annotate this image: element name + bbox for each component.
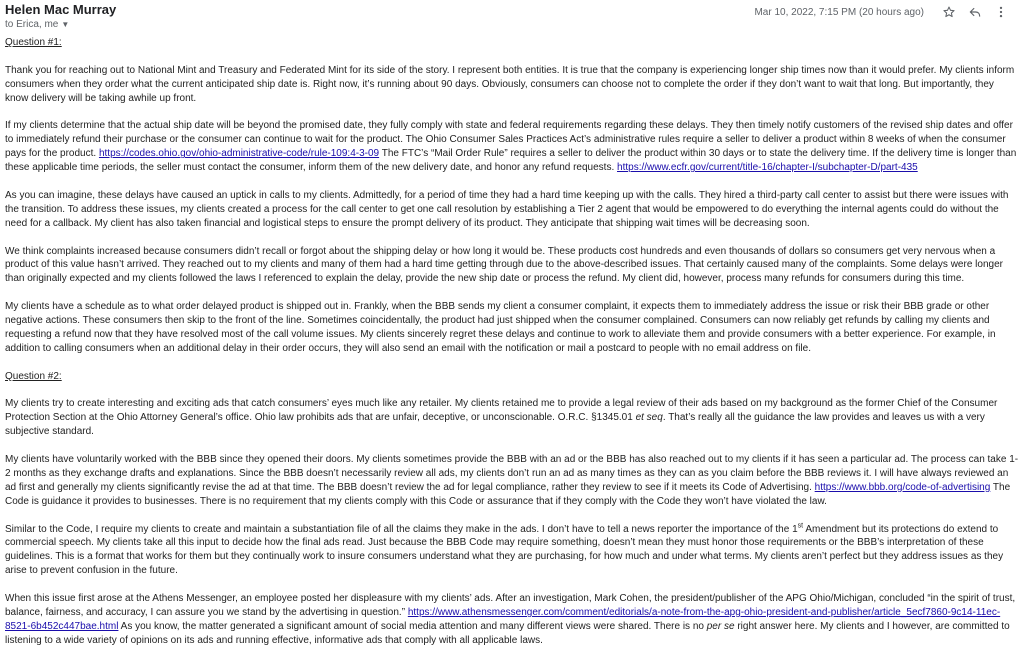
paragraph-8-text-a: Similar to the Code, I require my clients to create and maintain a substantiation file of all the claims they make in the ads. I don’t have to tell a news reporter the importance of the 1	[5, 523, 798, 535]
sender-name[interactable]: Helen Mac Murray	[5, 2, 117, 17]
paragraph-7-text-a: My clients have voluntarily worked with the BBB since they opened their doors. My clients sometimes provide the BBB with an ad or the BBB has also reached out to my clients if it has seen a particular ad. The process can take 1-2 months as they exchange drafts and explanations. Since the BBB doesn’t necessarily review all ads, my clients don’t run an ad as many times as they can as you claim before the BBB reviews it. I will have always reviewed an ad first and generally my clients significantly revise the ad at that time. The BBB doesn’t review the ad for legal compliance, rather they review to see if it meets its Code of Advertising.	[5, 454, 1019, 493]
ohio-code-link[interactable]: https://codes.ohio.gov/ohio-administrative-code/rule-109:4-3-09	[98, 148, 380, 160]
paragraph-6	[5, 397, 1019, 439]
paragraph-8-text-b: Amendment but its protections do extend to commercial speech. My clients take all this input to decide how the final ads read. Just because the BBB Code may require something, doesn’t mean they must honor those requirements or the BBB’s interpretation of these guidelines. This is a format that works for them but they continually work to insure consumers understand what they are purchasing, for how much and under what terms. My clients aren’t perfect but they address issues as they arise to prevent confusion in the future.	[5, 523, 1004, 577]
ecfr-link[interactable]: https://www.ecfr.gov/current/title-16/chapter-I/subchapter-D/part-435	[617, 162, 918, 174]
paragraph-2	[5, 119, 1019, 175]
paragraph-6-text-a: My clients try to create interesting and exciting ads that catch consumers’ eyes much like any retailer. My clients retained me to provide a legal review of their ads based on my background as the former Chief of the Consumer Protection Section at the Ohio Attorney General’s office. Ohio law prohibits ads that are unfair, deceptive, or unconscionable. O.R.C. §1345.01	[5, 398, 998, 424]
athens-messenger-link[interactable]: https://www.athensmessenger.com/comment/editorials/a-note-from-the-apg-ohio-president-and-publisher/article_5ecf7860-9c14-11ec-8521-6b452c447bae.html	[5, 607, 1001, 632]
message-date: Mar 10, 2022, 7:15 PM (20 hours ago)	[754, 6, 924, 18]
et-seq-text: et seq	[635, 412, 663, 424]
paragraph-9-text-b: As you know, the matter generated a significant amount of social media attention and many different views were shared. There is no	[118, 620, 704, 632]
paragraph-6-text-b: . That’s really all the guidance the law provides and leaves us with a very subjective standard.	[5, 412, 985, 438]
per-se-text: per se	[706, 620, 735, 632]
question-2-heading	[5, 370, 1019, 384]
paragraph-9-text-c: right answer here. My clients and I however, are committed to listening to a wide variety of opinions on its ads and running effective, informative ads that comply with all applicable laws.	[5, 620, 1010, 646]
question-2-label: Question #2:	[5, 370, 62, 382]
paragraph-5: My clients have a schedule as to what order delayed product is shipped out in. Frankly, when the BBB sends my client a consumer complaint, it expects them to immediately address the issue or risk their BBB grade or other negative actions. These consumers then skip to the front of the line. Sometimes coincidentally, the product had just shipped when the consumer complained. Consumers can now reliably get refunds by calling my clients and requesting a refund now that they have resolved most of the call volume issues. My clients sincerely regret these delays and continue to work to alleviate them and provide consumers with a better experience. For example, in addition to calling consumers when an additional delay in their order occurs, they will also send an email with the notification or mail a postcard to people with no email address on file.	[5, 301, 996, 354]
chevron-down-icon[interactable]: ▼	[61, 20, 70, 29]
paragraph-4: We think complaints increased because consumers didn’t recall or forgot about the shipping delay or how long it would be. These products cost hundreds and even thousands of dollars so consumers get very nervous when a product of this value hasn’t arrived. They reached out to my clients and many of them had a hard time getting through due to the above-described issues. That certainly caused many of the complaints. Some delays were longer than originally expected and my clients followed the laws I referenced to explain the delay, provide the new ship date or process the refund. My client did, however, process many refunds for consumers during this time.	[5, 245, 1003, 285]
superscript-st: st	[797, 522, 804, 530]
paragraph-8	[5, 523, 1019, 579]
more-vertical-icon[interactable]	[988, 2, 1014, 22]
recipients	[5, 19, 69, 30]
paragraph-3: As you can imagine, these delays have caused an uptick in calls to my clients. Admittedly, for a period of time they had a hard time keeping up with the calls. They hired a third-party call center to assist but there were issues with the transition. To address these issues, my clients created a process for the call center to get one call resolution by establishing a Tier 2 agent that would be empowered to do everything the internal agents could do without the need for a callback. My client has also taken financial and logistical steps to ensure the prompt delivery of its product. They anticipate that shipping wait times will be decreasing soon.	[5, 189, 1009, 229]
paragraph-2-text-a: If my clients determine that the actual ship date will be beyond the promised date, they fully comply with state and federal requirements regarding these delays. They then timely notify customers of the revised ship dates and offer to immediately refund their purchase or the consumer can continue to wait for the product. The Ohio Consumer Sales Practices Act’s administrative rules require a seller to deliver a product within 8 weeks of when the consumer pays for the product.	[5, 120, 1013, 160]
recipients-label: to Erica, me	[5, 19, 59, 30]
reply-icon[interactable]	[962, 2, 988, 22]
message-body	[0, 36, 1024, 648]
paragraph-7-text-b: The Code is guidance it provides to businesses. There is no requirement that my clients comply with this Code or assurance that if they comply with the Code they won’t have violated the law.	[5, 481, 1011, 507]
star-icon[interactable]	[936, 2, 962, 22]
email-header	[0, 0, 1024, 36]
paragraph-9-text-a: When this issue first arose at the Athens Messenger, an employee posted her displeasure with my clients’ ads. After an investigation, Mark Cohen, the president/publisher of the APG Ohio/Michigan, concluded “in the spirit of trust, balance, fairness, and accuracy, I can assure you we stand by the advertising in question.”	[5, 593, 1016, 618]
question-1-heading	[5, 36, 1019, 50]
paragraph-2-text-b: The FTC’s “Mail Order Rule” requires a seller to deliver the product within 30 days or to state the delivery time. If the delivery time is longer than these applicable time periods, the seller must contact the consumer, inform them of the new delivery date, and honor any refund requests.	[5, 148, 1017, 174]
bbb-code-link[interactable]: https://www.bbb.org/code-of-advertising	[814, 481, 991, 493]
question-1-label: Question #1:	[5, 37, 62, 48]
paragraph-9	[5, 592, 1019, 648]
paragraph-1: Thank you for reaching out to National Mint and Treasury and Federated Mint for its side of the story. I represent both entities. It is true that the company is experiencing longer ship times now than it would prefer. My clients inform consumers when they order what the current anticipated ship date is. Right now, it’s running about 90 days. Obviously, consumers can choose not to complete the order if they don’t want to wait that long. But importantly, they know delivery will be taking awhile up front.	[5, 64, 1015, 104]
message-actions	[754, 2, 1014, 22]
paragraph-7	[5, 453, 1019, 509]
